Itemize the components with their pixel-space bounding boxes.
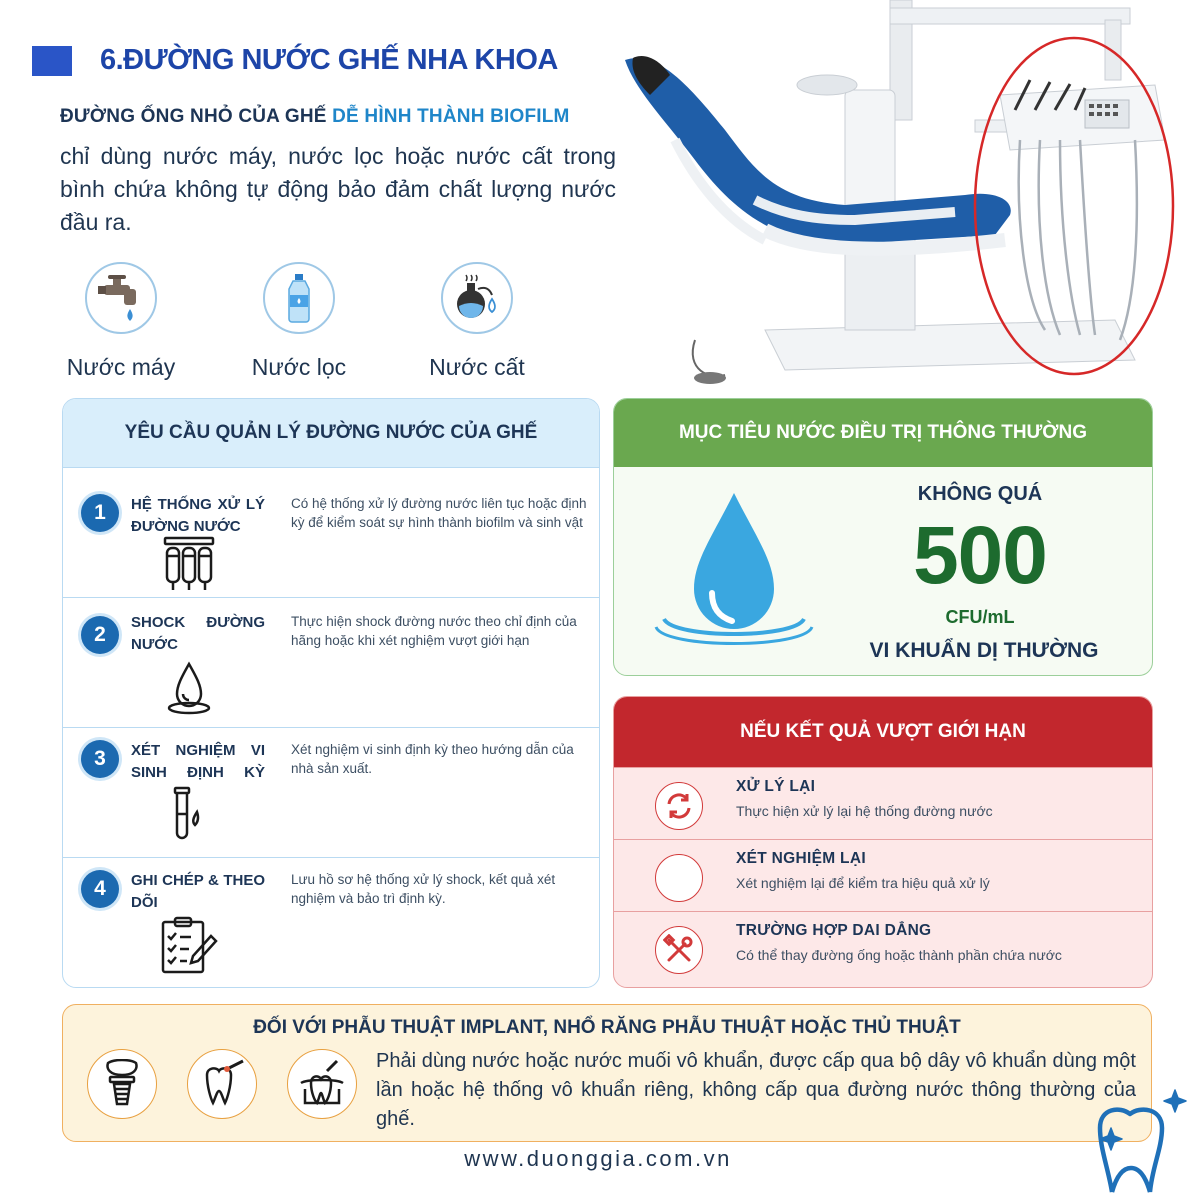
requirement-item — [63, 857, 599, 988]
action-desc: Xét nghiệm lại để kiểm tra hiệu quả xử lý — [736, 875, 990, 891]
title-accent-bar — [32, 46, 72, 76]
requirement-number: 2 — [81, 616, 119, 654]
test-tube-icon — [159, 786, 219, 846]
water-drop-icon — [159, 658, 219, 718]
requirement-title: GHI CHÉP & THEO DÕI — [131, 872, 265, 911]
dental-implant-icon — [87, 1049, 157, 1119]
water-type-filtered — [224, 262, 374, 381]
footer-url[interactable]: www.duonggia.com.vn — [464, 1146, 732, 1171]
water-type-label: Nước cất — [429, 354, 525, 380]
intro-text: chỉ dùng nước máy, nước lọc hoặc nước cất trong bình chứa không tự động bảo đảm chất lượng nước đầu ra. — [60, 143, 616, 235]
water-bottle-icon — [263, 262, 335, 334]
target-panel — [613, 398, 1153, 676]
subtitle-prefix: ĐƯỜNG ỐNG NHỎ CỦA GHẾ — [60, 106, 333, 127]
water-type-label: Nước lọc — [251, 354, 347, 380]
surgery-text: Phải dùng nước hoặc nước muối vô khuẩn, được cấp qua bộ dây vô khuẩn dùng một lần hoặc hệ thống vô khuẩn riêng, không cấp qua đường nước thông thường của ghế. — [376, 1050, 1136, 1130]
requirement-number: 4 — [81, 870, 119, 908]
tools-icon — [655, 926, 703, 974]
water-type-distilled — [402, 262, 552, 381]
requirement-title: SHOCK ĐƯỜNG NƯỚC — [131, 614, 265, 653]
requirement-item — [63, 467, 599, 597]
oral-surgery-icon — [287, 1049, 357, 1119]
target-caption: VI KHUẨN DỊ THƯỜNG — [869, 639, 1099, 662]
filter-cartridges-icon — [159, 534, 219, 594]
over-limit-panel — [613, 696, 1153, 988]
action-title: XỬ LÝ LẠI — [736, 778, 816, 795]
subtitle-highlight: DỄ HÌNH THÀNH BIOFILM — [332, 106, 570, 127]
target-prefix: KHÔNG QUÁ — [917, 483, 1043, 505]
page-title: 6.ĐƯỜNG NƯỚC GHẾ NHA KHOA — [100, 44, 558, 76]
requirement-desc: Lưu hồ sơ hệ thống xử lý shock, kết quả xét nghiệm và bảo trì định kỳ. — [291, 872, 556, 906]
target-title: MỤC TIÊU NƯỚC ĐIỀU TRỊ THÔNG THƯỜNG — [614, 399, 1152, 467]
over-limit-action — [614, 839, 1152, 911]
surgery-panel — [62, 1004, 1152, 1142]
water-drop-icon — [654, 489, 814, 649]
action-title: TRƯỜNG HỢP DAI DẲNG — [736, 922, 932, 939]
requirement-title: HỆ THỐNG XỬ LÝ ĐƯỜNG NƯỚC — [131, 496, 265, 535]
requirements-title: YÊU CẦU QUẢN LÝ ĐƯỜNG NƯỚC CỦA GHẾ — [63, 399, 599, 467]
tooth-extraction-icon — [187, 1049, 257, 1119]
surgery-title: ĐỐI VỚI PHẪU THUẬT IMPLANT, NHỔ RĂNG PHẪU THUẬT HOẶC THỦ THUẬT — [253, 1017, 961, 1038]
requirement-item — [63, 597, 599, 727]
requirement-number: 3 — [81, 740, 119, 778]
requirements-panel — [62, 398, 600, 988]
water-type-tap — [46, 262, 196, 381]
sparkling-tooth-icon — [1080, 1088, 1190, 1198]
requirement-desc: Có hệ thống xử lý đường nước liên tục hoặc định kỳ để kiểm soát sự hình thành biofilm và sinh vật — [291, 496, 587, 530]
action-desc: Có thể thay đường ống hoặc thành phần chứa nước — [736, 947, 1062, 963]
requirement-item — [63, 727, 599, 857]
over-limit-action — [614, 767, 1152, 839]
requirement-desc: Thực hiện shock đường nước theo chỉ định của hãng hoặc khi xét nghiệm vượt giới hạn — [291, 614, 577, 648]
water-types — [60, 262, 580, 382]
dental-chair-illustration — [615, 0, 1200, 390]
over-limit-action — [614, 911, 1152, 983]
requirement-number: 1 — [81, 494, 119, 532]
requirement-desc: Xét nghiệm vi sinh định kỳ theo hướng dẫn của nhà sản xuất. — [291, 742, 574, 776]
action-desc: Thực hiện xử lý lại hệ thống đường nước — [736, 803, 993, 819]
target-unit: CFU/mL — [945, 607, 1015, 627]
reprocess-cycle-icon — [655, 782, 703, 830]
subtitle — [60, 106, 570, 128]
retest-icon — [655, 854, 703, 902]
over-limit-title: NẾU KẾT QUẢ VƯỢT GIỚI HẠN — [614, 697, 1152, 767]
checklist-icon — [159, 916, 219, 976]
faucet-icon — [85, 262, 157, 334]
distillation-flask-icon — [441, 262, 513, 334]
requirement-title: XÉT NGHIỆM VI SINH ĐỊNH KỲ — [131, 742, 265, 781]
action-title: XÉT NGHIỆM LẠI — [736, 850, 866, 867]
target-value: 500 — [913, 510, 1047, 601]
water-type-label: Nước máy — [66, 354, 176, 380]
